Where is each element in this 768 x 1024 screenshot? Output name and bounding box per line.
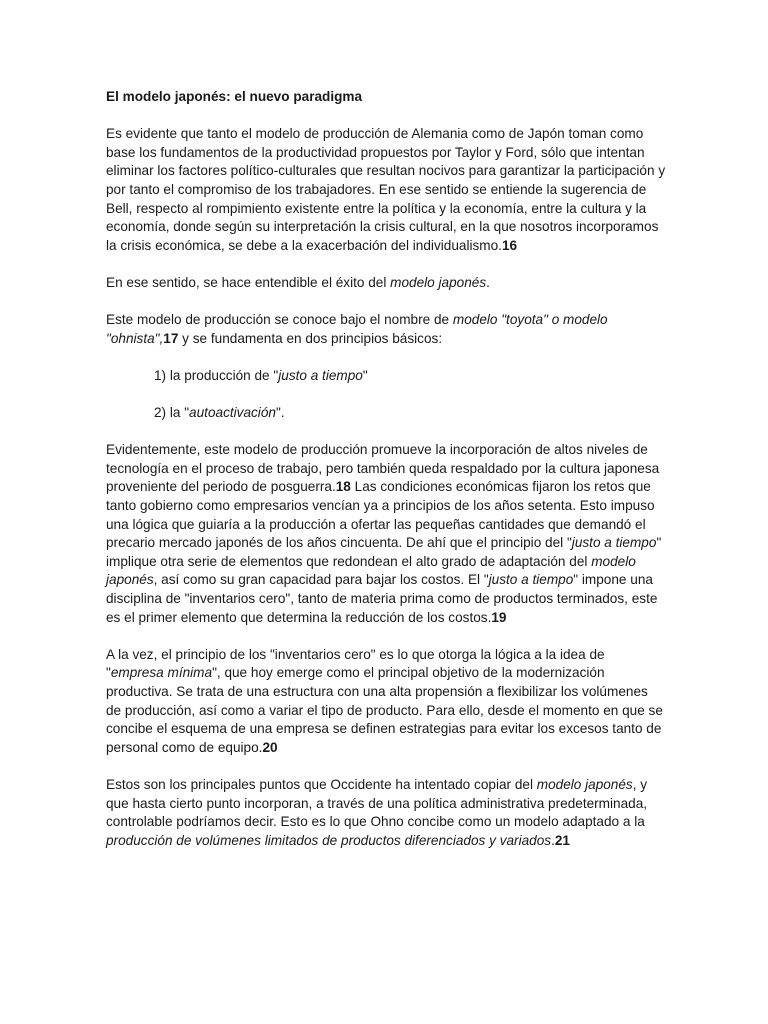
emphasis-text: modelo japonés (390, 274, 487, 290)
footnote-ref: 17 (163, 330, 179, 346)
document-title: El modelo japonés: el nuevo paradigma (106, 89, 363, 104)
emphasis-text: modelo japonés (536, 776, 633, 792)
paragraph-text: Este modelo de producción se conoce bajo el nombre de (106, 312, 453, 328)
paragraph-text: Las condiciones económicas fijaron los retos que tanto gobierno como empresarios vencían ya a principios de los años setenta. Esto impuso una lógica que guiaría a la producción a ofertar las pequeñas cantidades que demandó el precario mercado japonés de los años cincuenta. De ahí que el principio del " (106, 479, 655, 551)
paragraph-text: , así como su gran capacidad para bajar los costos. El " (153, 572, 489, 588)
footnote-ref: 21 (554, 832, 570, 848)
paragraph-text: . (551, 832, 555, 848)
paragraph-text: " implique otra serie de elementos que redondean el alto grado de adaptación del (106, 535, 662, 569)
footnote-ref: 20 (262, 739, 278, 755)
paragraph-text: y se fundamenta en dos principios básicos: (178, 330, 443, 346)
paragraph-text: . (486, 274, 490, 290)
paragraph-6 (106, 776, 666, 850)
paragraph-3 (106, 311, 666, 348)
paragraph-text: Es evidente que tanto el modelo de producción de Alemania como de Japón toman como base los fundamentos de la productividad propuestos por Taylor y Ford, sólo que intentan eliminar los factores político-culturales que resultan nocivos para garantizar la participación y por tanto el compromiso de los trabajadores. En ese sentido se entiende la sugerencia de Bell, respecto al rompimiento existente entre la política y la economía, entre la cultura y la economía, donde según su interpretación la crisis cultural, en la que nosotros incorporamos la crisis económica, se debe a la exacerbación del individualismo. (106, 126, 666, 253)
paragraph-text: , y que hasta cierto punto incorporan, a través de una política administrativa predeterminada, controlable podríamos decir. Esto es lo que Ohno concibe como un modelo adaptado a la (106, 776, 648, 830)
emphasis-text: justo a tiempo (571, 535, 657, 551)
paragraph-text: A la vez, el principio de los "inventarios cero" es lo que otorga la lógica a la idea de " (106, 646, 605, 681)
paragraph-4 (106, 441, 666, 627)
item-text: " (362, 367, 368, 383)
paragraph-5 (106, 646, 666, 758)
document-page (106, 88, 666, 869)
paragraph-text: Evidentemente, este modelo de producción promueve la incorporación de altos niveles de tecnología en el proceso de trabajo, pero también queda respaldado por la cultura japonesa proveniente del periodo de posguerra. (106, 442, 660, 495)
footnote-ref: 18 (335, 479, 351, 495)
emphasis-text: modelo japonés (106, 553, 636, 588)
item-text: 1) la producción de " (154, 367, 279, 383)
paragraph-1 (106, 125, 666, 255)
footnote-ref: 19 (491, 609, 507, 625)
emphasis-text: modelo "toyota" o modelo "ohnista", (106, 312, 608, 346)
emphasis-text: autoactivación (189, 405, 276, 421)
paragraph-2 (106, 274, 666, 293)
paragraph-text: Estos son los principales puntos que Occidente ha intentado copiar del (106, 776, 537, 792)
paragraph-text: ", que hoy emerge como el principal objetivo de la modernización productiva. Se trata de una estructura con una alta propensión a flexibilizar los volúmenes de producción, así como a variar el tipo de producto. Para ello, desde el momento en que se concibe el esquema de una empresa se definen estrategias para evitar los excesos tanto de personal como de equipo. (106, 665, 663, 755)
paragraph-text: En ese sentido, se hace entendible el éxito del (106, 274, 391, 290)
principle-item-2 (106, 404, 666, 423)
principle-item-1 (106, 367, 666, 386)
item-text: 2) la " (154, 405, 190, 421)
emphasis-text: producción de volúmenes limitados de productos diferenciados y variados (106, 832, 552, 848)
item-text: ". (275, 405, 285, 421)
emphasis-text: justo a tiempo (488, 572, 574, 588)
emphasis-text: justo a tiempo (278, 367, 363, 383)
emphasis-text: empresa mínima (110, 665, 213, 681)
paragraph-text: " impone una disciplina de "inventarios cero", tanto de materia prima como de productos terminados, este es el primer elemento que determina la reducción de los costos. (106, 572, 658, 625)
footnote-ref: 16 (501, 237, 518, 253)
